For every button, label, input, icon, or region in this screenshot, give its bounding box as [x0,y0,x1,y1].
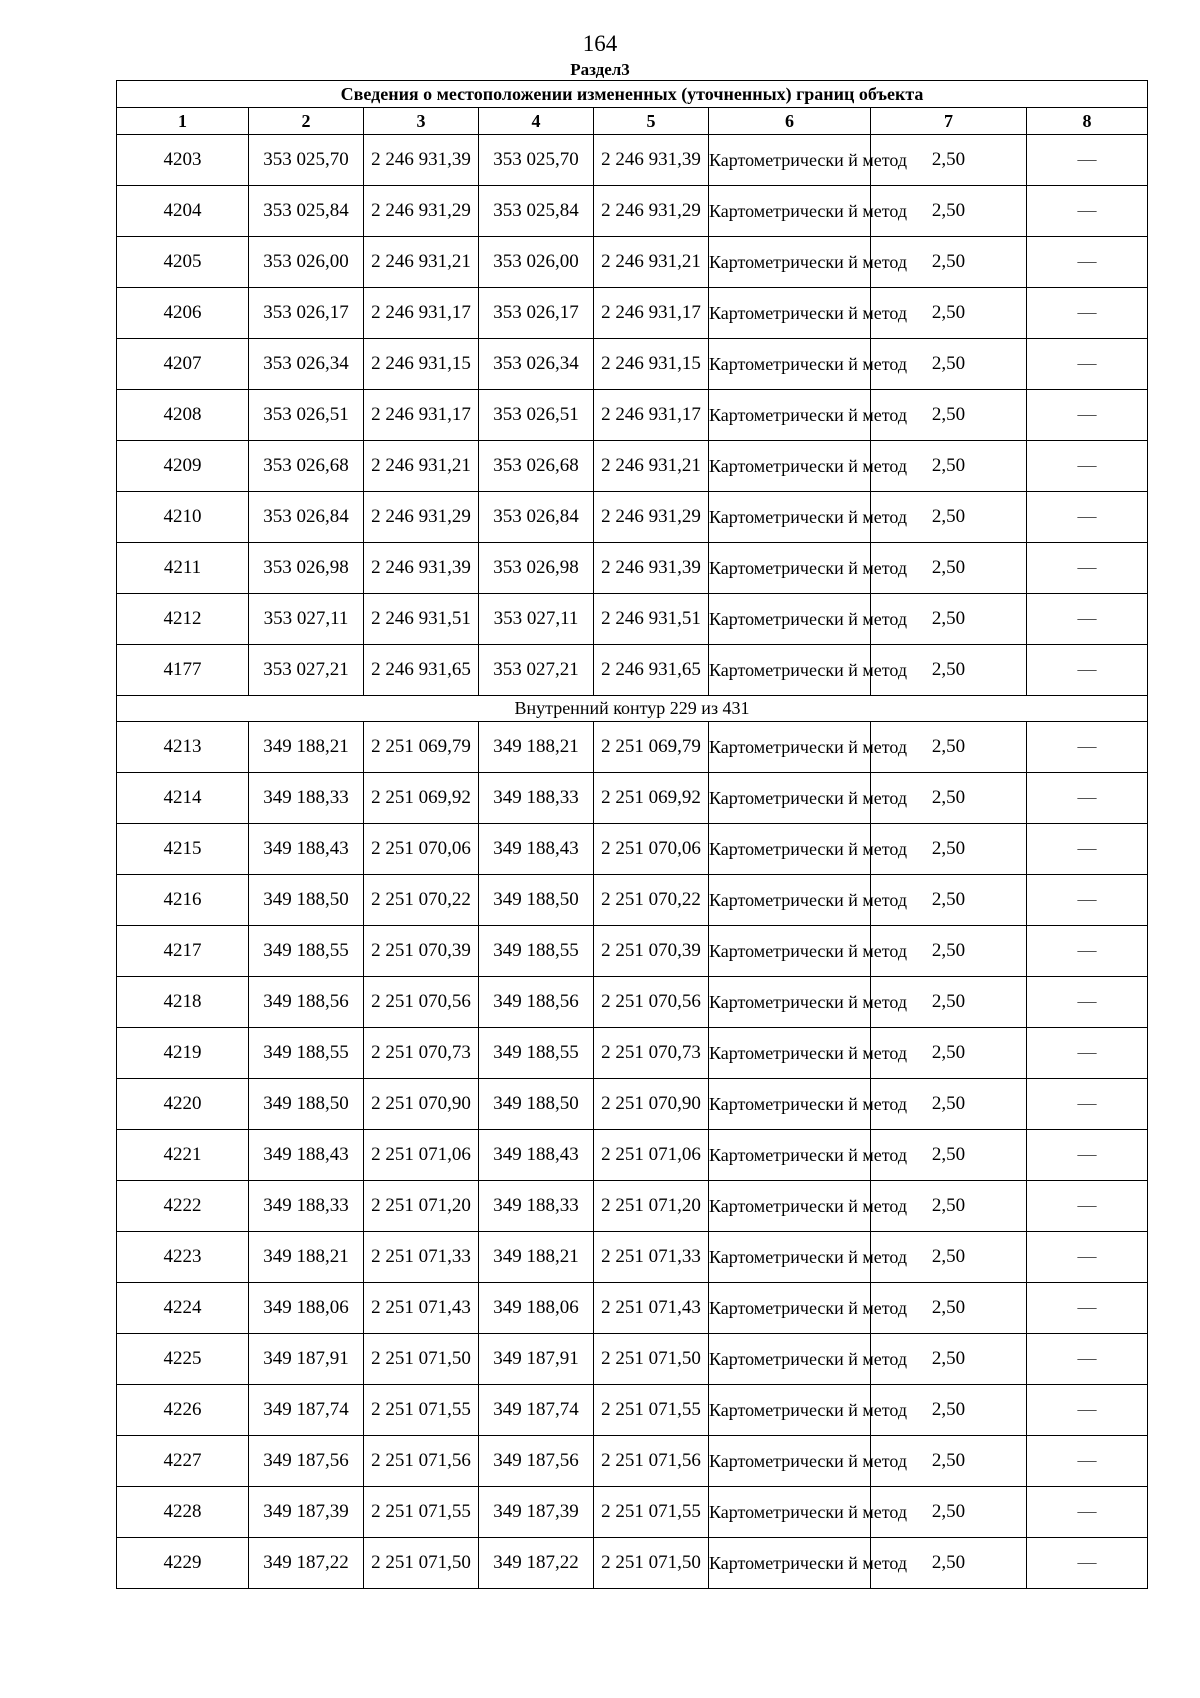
cell-x-existing: 349 188,33 [249,773,364,824]
cell-point-number: 4218 [117,977,249,1028]
cell-x-new: 353 026,34 [479,339,594,390]
cell-y-existing: 2 251 071,20 [364,1181,479,1232]
cell-y-new: 2 251 070,73 [594,1028,709,1079]
cell-x-existing: 353 026,84 [249,492,364,543]
cell-method: Картометрически й метод [709,977,871,1028]
cell-y-existing: 2 251 071,50 [364,1334,479,1385]
cell-x-new: 349 188,50 [479,1079,594,1130]
cell-point-number: 4214 [117,773,249,824]
cell-y-existing: 2 246 931,21 [364,237,479,288]
cell-x-new: 349 188,50 [479,875,594,926]
cell-x-existing: 349 188,55 [249,926,364,977]
cell-y-existing: 2 251 070,73 [364,1028,479,1079]
cell-description: — [1027,1130,1148,1181]
cell-y-new: 2 251 071,20 [594,1181,709,1232]
cell-method: Картометрически й метод [709,1385,871,1436]
cell-description: — [1027,288,1148,339]
cell-y-existing: 2 251 070,39 [364,926,479,977]
cell-x-existing: 353 025,70 [249,135,364,186]
cell-method: Картометрически й метод [709,186,871,237]
column-header-3: 3 [364,108,479,135]
cell-point-number: 4225 [117,1334,249,1385]
cell-precision: 2,50 [871,1079,1027,1130]
cell-x-existing: 349 188,56 [249,977,364,1028]
cell-x-new: 349 188,21 [479,1232,594,1283]
cell-description: — [1027,875,1148,926]
cell-description: — [1027,390,1148,441]
cell-point-number: 4216 [117,875,249,926]
cell-y-existing: 2 246 931,21 [364,441,479,492]
cell-x-new: 349 187,91 [479,1334,594,1385]
cell-y-new: 2 251 070,90 [594,1079,709,1130]
cell-x-existing: 349 188,21 [249,1232,364,1283]
cell-precision: 2,50 [871,824,1027,875]
table-row [117,1487,1148,1538]
cell-x-new: 349 188,21 [479,722,594,773]
boundary-coordinates-table [116,80,1148,1589]
cell-x-existing: 349 188,50 [249,875,364,926]
cell-x-new: 353 026,00 [479,237,594,288]
cell-x-new: 349 187,56 [479,1436,594,1487]
cell-y-existing: 2 246 931,17 [364,390,479,441]
table-row [117,1079,1148,1130]
table-row [117,441,1148,492]
cell-method: Картометрически й метод [709,773,871,824]
cell-description: — [1027,441,1148,492]
cell-x-existing: 349 187,39 [249,1487,364,1538]
cell-point-number: 4219 [117,1028,249,1079]
cell-x-existing: 349 188,55 [249,1028,364,1079]
table-row [117,1181,1148,1232]
cell-x-new: 349 188,55 [479,926,594,977]
cell-x-existing: 349 187,74 [249,1385,364,1436]
cell-x-existing: 349 188,21 [249,722,364,773]
column-header-6: 6 [709,108,871,135]
cell-point-number: 4208 [117,390,249,441]
cell-point-number: 4213 [117,722,249,773]
table-row [117,594,1148,645]
cell-y-new: 2 251 071,56 [594,1436,709,1487]
cell-precision: 2,50 [871,773,1027,824]
cell-precision: 2,50 [871,1283,1027,1334]
cell-x-new: 349 188,56 [479,977,594,1028]
cell-y-new: 2 251 070,06 [594,824,709,875]
cell-y-existing: 2 251 071,55 [364,1385,479,1436]
cell-description: — [1027,824,1148,875]
table-row [117,1028,1148,1079]
table-row [117,1385,1148,1436]
cell-description: — [1027,1487,1148,1538]
cell-x-new: 353 026,17 [479,288,594,339]
cell-y-existing: 2 251 071,56 [364,1436,479,1487]
table-row [117,645,1148,696]
cell-y-existing: 2 246 931,29 [364,186,479,237]
cell-precision: 2,50 [871,977,1027,1028]
cell-description: — [1027,594,1148,645]
cell-precision: 2,50 [871,492,1027,543]
cell-point-number: 4210 [117,492,249,543]
cell-x-existing: 349 188,43 [249,1130,364,1181]
cell-point-number: 4209 [117,441,249,492]
table-caption-row [117,81,1148,108]
cell-point-number: 4212 [117,594,249,645]
cell-method: Картометрически й метод [709,1334,871,1385]
column-header-1: 1 [117,108,249,135]
cell-point-number: 4207 [117,339,249,390]
cell-point-number: 4229 [117,1538,249,1589]
cell-y-new: 2 251 069,79 [594,722,709,773]
cell-precision: 2,50 [871,186,1027,237]
cell-point-number: 4228 [117,1487,249,1538]
cell-x-new: 353 025,84 [479,186,594,237]
cell-method: Картометрически й метод [709,135,871,186]
column-header-7: 7 [871,108,1027,135]
table-row [117,288,1148,339]
cell-method: Картометрически й метод [709,492,871,543]
cell-y-new: 2 251 070,22 [594,875,709,926]
cell-point-number: 4206 [117,288,249,339]
cell-x-new: 349 188,06 [479,1283,594,1334]
cell-y-new: 2 246 931,21 [594,441,709,492]
cell-x-existing: 349 188,33 [249,1181,364,1232]
cell-description: — [1027,1028,1148,1079]
cell-description: — [1027,1079,1148,1130]
cell-description: — [1027,926,1148,977]
cell-y-new: 2 251 071,55 [594,1487,709,1538]
cell-x-existing: 353 026,68 [249,441,364,492]
cell-x-existing: 353 027,21 [249,645,364,696]
cell-precision: 2,50 [871,135,1027,186]
cell-precision: 2,50 [871,237,1027,288]
cell-y-new: 2 246 931,17 [594,288,709,339]
cell-y-new: 2 246 931,29 [594,492,709,543]
cell-y-new: 2 251 070,39 [594,926,709,977]
cell-y-existing: 2 251 071,55 [364,1487,479,1538]
cell-point-number: 4217 [117,926,249,977]
cell-description: — [1027,135,1148,186]
cell-x-existing: 349 187,22 [249,1538,364,1589]
cell-method: Картометрически й метод [709,1232,871,1283]
cell-x-new: 349 188,43 [479,1130,594,1181]
cell-x-existing: 349 188,50 [249,1079,364,1130]
column-header-5: 5 [594,108,709,135]
contour-label-row [117,696,1148,722]
cell-x-new: 349 187,22 [479,1538,594,1589]
cell-description: — [1027,237,1148,288]
cell-method: Картометрически й метод [709,1028,871,1079]
cell-method: Картометрически й метод [709,1130,871,1181]
table-row [117,977,1148,1028]
cell-precision: 2,50 [871,543,1027,594]
column-header-4: 4 [479,108,594,135]
table-row [117,1334,1148,1385]
cell-description: — [1027,543,1148,594]
cell-x-new: 349 188,33 [479,773,594,824]
cell-y-new: 2 251 071,55 [594,1385,709,1436]
table-row [117,1283,1148,1334]
cell-point-number: 4211 [117,543,249,594]
cell-method: Картометрически й метод [709,824,871,875]
cell-x-existing: 353 026,17 [249,288,364,339]
cell-description: — [1027,492,1148,543]
cell-description: — [1027,722,1148,773]
cell-y-existing: 2 251 069,79 [364,722,479,773]
cell-point-number: 4224 [117,1283,249,1334]
cell-y-new: 2 246 931,51 [594,594,709,645]
cell-y-existing: 2 251 071,06 [364,1130,479,1181]
cell-y-existing: 2 246 931,17 [364,288,479,339]
cell-precision: 2,50 [871,1181,1027,1232]
cell-x-new: 353 026,51 [479,390,594,441]
column-header-2: 2 [249,108,364,135]
cell-method: Картометрически й метод [709,543,871,594]
cell-description: — [1027,1334,1148,1385]
cell-x-new: 349 188,33 [479,1181,594,1232]
cell-y-existing: 2 251 071,43 [364,1283,479,1334]
cell-x-existing: 353 026,51 [249,390,364,441]
cell-x-existing: 349 187,56 [249,1436,364,1487]
table-row [117,135,1148,186]
cell-y-new: 2 246 931,29 [594,186,709,237]
cell-description: — [1027,1283,1148,1334]
cell-x-new: 349 187,39 [479,1487,594,1538]
table-row [117,1232,1148,1283]
table-row [117,875,1148,926]
cell-y-existing: 2 251 071,33 [364,1232,479,1283]
cell-x-new: 353 026,68 [479,441,594,492]
cell-point-number: 4221 [117,1130,249,1181]
cell-point-number: 4226 [117,1385,249,1436]
cell-y-new: 2 246 931,39 [594,135,709,186]
cell-precision: 2,50 [871,1232,1027,1283]
cell-y-new: 2 251 071,06 [594,1130,709,1181]
table-row [117,722,1148,773]
cell-precision: 2,50 [871,390,1027,441]
cell-method: Картометрически й метод [709,1538,871,1589]
cell-method: Картометрически й метод [709,390,871,441]
table-body [117,135,1148,1589]
table-row [117,186,1148,237]
cell-precision: 2,50 [871,1487,1027,1538]
cell-y-new: 2 251 071,50 [594,1538,709,1589]
cell-y-new: 2 251 071,43 [594,1283,709,1334]
cell-precision: 2,50 [871,722,1027,773]
table-row [117,1130,1148,1181]
cell-description: — [1027,1181,1148,1232]
cell-y-existing: 2 251 070,56 [364,977,479,1028]
cell-description: — [1027,773,1148,824]
cell-description: — [1027,645,1148,696]
table-row [117,492,1148,543]
cell-precision: 2,50 [871,441,1027,492]
cell-x-new: 353 027,21 [479,645,594,696]
cell-method: Картометрически й метод [709,1436,871,1487]
cell-x-existing: 353 026,98 [249,543,364,594]
cell-y-existing: 2 251 071,50 [364,1538,479,1589]
cell-description: — [1027,1232,1148,1283]
cell-precision: 2,50 [871,1538,1027,1589]
cell-method: Картометрически й метод [709,441,871,492]
cell-point-number: 4223 [117,1232,249,1283]
cell-y-existing: 2 251 070,90 [364,1079,479,1130]
cell-x-new: 349 188,43 [479,824,594,875]
cell-x-new: 353 026,98 [479,543,594,594]
cell-x-new: 349 187,74 [479,1385,594,1436]
cell-method: Картометрически й метод [709,722,871,773]
cell-y-existing: 2 246 931,39 [364,135,479,186]
cell-y-existing: 2 251 070,06 [364,824,479,875]
cell-point-number: 4205 [117,237,249,288]
cell-point-number: 4220 [117,1079,249,1130]
cell-y-new: 2 246 931,15 [594,339,709,390]
contour-label: Внутренний контур 229 из 431 [117,696,1148,722]
cell-method: Картометрически й метод [709,594,871,645]
table-row [117,824,1148,875]
cell-precision: 2,50 [871,1385,1027,1436]
column-header-8: 8 [1027,108,1148,135]
cell-y-existing: 2 246 931,51 [364,594,479,645]
cell-method: Картометрически й метод [709,237,871,288]
cell-y-new: 2 251 070,56 [594,977,709,1028]
cell-y-existing: 2 246 931,15 [364,339,479,390]
cell-y-new: 2 246 931,21 [594,237,709,288]
cell-description: — [1027,977,1148,1028]
cell-method: Картометрически й метод [709,1181,871,1232]
cell-x-new: 353 027,11 [479,594,594,645]
cell-x-existing: 353 026,34 [249,339,364,390]
cell-y-new: 2 246 931,17 [594,390,709,441]
section-title: Раздел3 [570,60,630,79]
cell-precision: 2,50 [871,594,1027,645]
cell-y-existing: 2 246 931,65 [364,645,479,696]
cell-method: Картометрически й метод [709,339,871,390]
cell-y-new: 2 251 071,33 [594,1232,709,1283]
cell-y-new: 2 251 071,50 [594,1334,709,1385]
table-row [117,1436,1148,1487]
cell-point-number: 4177 [117,645,249,696]
cell-point-number: 4222 [117,1181,249,1232]
table-row [117,237,1148,288]
cell-point-number: 4204 [117,186,249,237]
cell-method: Картометрически й метод [709,1487,871,1538]
cell-method: Картометрически й метод [709,645,871,696]
cell-description: — [1027,1538,1148,1589]
cell-description: — [1027,1385,1148,1436]
cell-precision: 2,50 [871,1028,1027,1079]
cell-point-number: 4203 [117,135,249,186]
cell-precision: 2,50 [871,288,1027,339]
cell-y-existing: 2 251 070,22 [364,875,479,926]
table-row [117,773,1148,824]
table-row [117,543,1148,594]
table-caption: Сведения о местоположении измененных (уточненных) границ объекта [117,81,1148,108]
cell-point-number: 4227 [117,1436,249,1487]
cell-precision: 2,50 [871,1436,1027,1487]
cell-method: Картометрически й метод [709,1079,871,1130]
cell-y-new: 2 246 931,65 [594,645,709,696]
cell-x-existing: 353 025,84 [249,186,364,237]
cell-method: Картометрически й метод [709,1283,871,1334]
table-row [117,339,1148,390]
cell-precision: 2,50 [871,926,1027,977]
table-row [117,926,1148,977]
cell-x-new: 353 026,84 [479,492,594,543]
cell-description: — [1027,1436,1148,1487]
cell-description: — [1027,186,1148,237]
cell-precision: 2,50 [871,645,1027,696]
cell-description: — [1027,339,1148,390]
column-number-row [117,108,1148,135]
cell-x-existing: 349 188,43 [249,824,364,875]
cell-x-existing: 349 187,91 [249,1334,364,1385]
cell-method: Картометрически й метод [709,926,871,977]
cell-x-existing: 349 188,06 [249,1283,364,1334]
cell-method: Картометрически й метод [709,288,871,339]
cell-precision: 2,50 [871,875,1027,926]
cell-x-new: 349 188,55 [479,1028,594,1079]
cell-y-new: 2 246 931,39 [594,543,709,594]
cell-point-number: 4215 [117,824,249,875]
cell-x-existing: 353 027,11 [249,594,364,645]
cell-precision: 2,50 [871,339,1027,390]
cell-x-existing: 353 026,00 [249,237,364,288]
cell-y-new: 2 251 069,92 [594,773,709,824]
cell-y-existing: 2 246 931,29 [364,492,479,543]
cell-x-new: 353 025,70 [479,135,594,186]
cell-precision: 2,50 [871,1334,1027,1385]
page-number: 164 [582,31,618,56]
cell-precision: 2,50 [871,1130,1027,1181]
cell-method: Картометрически й метод [709,875,871,926]
cell-y-existing: 2 251 069,92 [364,773,479,824]
table-row [117,1538,1148,1589]
cell-y-existing: 2 246 931,39 [364,543,479,594]
table-row [117,390,1148,441]
